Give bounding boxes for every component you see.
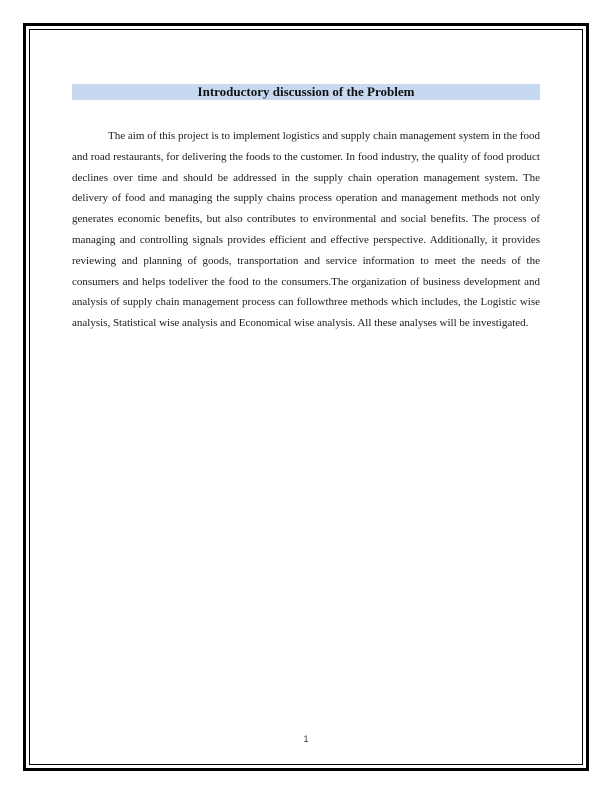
section-heading: Introductory discussion of the Problem (72, 84, 540, 100)
body-paragraph: The aim of this project is to implement logistics and supply chain management system in the food and road restaurants, for delivering the foods to the customer. In food industry, the quality of food product declines over time and should be addressed in the supply chain operation management system. The delivery of food and managing the supply chains process operation and management methods not only generates economic benefits, but also contributes to environmental and social benefits. The process of managing and controlling signals provides efficient and effective perspective. Additionally, it provides reviewing and planning of goods, transportation and service information to meet the needs of the consumers and helps todeliver the food to the consumers.The organization of business development and analysis of supply chain management process can followthree methods which includes, the Logistic wise analysis, Statistical wise analysis and Economical wise analysis. All these analyses will be investigated. (72, 130, 540, 330)
page-number: 1 (303, 734, 309, 744)
